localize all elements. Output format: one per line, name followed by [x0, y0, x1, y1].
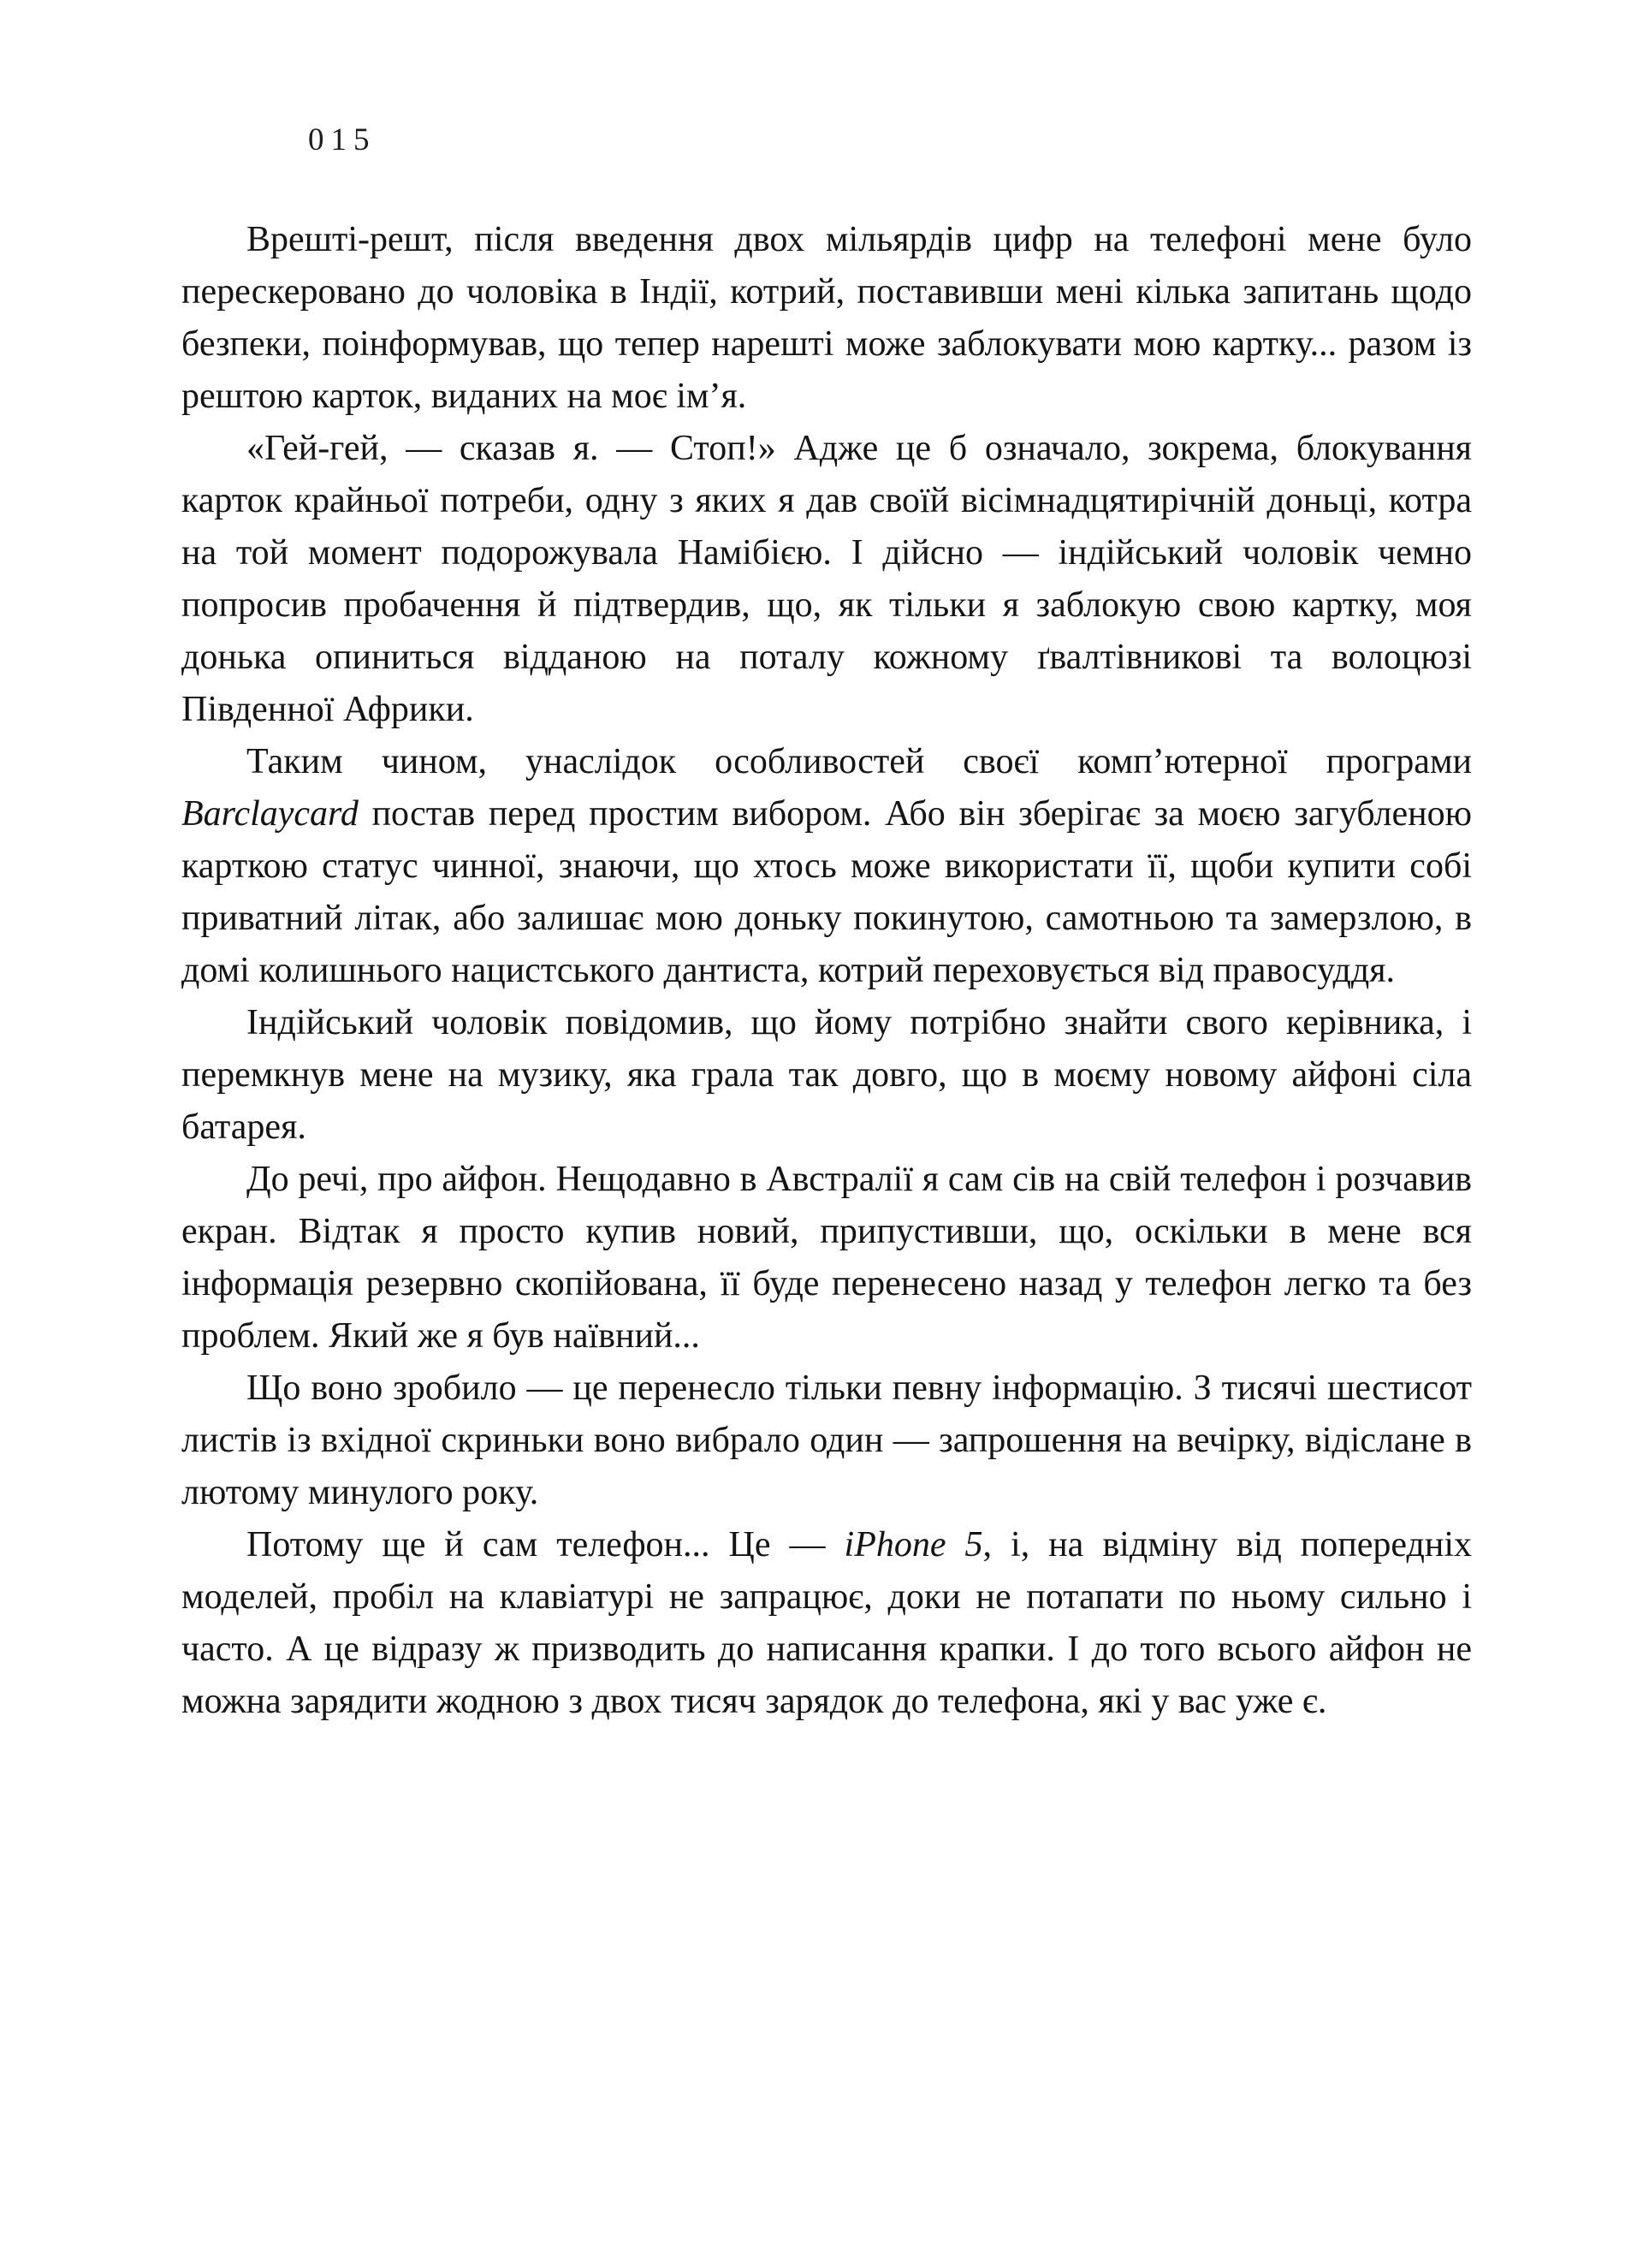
text-run: постав перед простим вибором. Або він зберігає за моєю загубленою карткою статус чинної, знаючи, що хтось може використати її, щоби купити собі приватний літак, або залишає мою доньку покинутою, самотньою та замерзлою, в домі колишнього нацистського дантиста, котрий переховується від правосуддя.	[181, 794, 1472, 990]
text-run: , і, на відміну від попередніх моделей, пробіл на клавіатурі не запрацює, доки не потапати по ньому сильно і часто. А це відразу ж призводить до написання крапки. І до того всього айфон не можна зарядити жодною з двох тисяч зарядок до телефона, які у вас уже є.	[181, 1525, 1473, 1721]
paragraph	[181, 1363, 1472, 1519]
italic-text-run: iPhone 5	[844, 1525, 983, 1564]
text-block	[181, 214, 1472, 1728]
paragraph	[181, 736, 1472, 997]
text-run: Врешті-решт, після введення двох мільярдів цифр на телефоні мене було перескеровано до чоловіка в Індії, котрий, поставивши мені кілька запитань щодо безпеки, поінформував, що тепер нарешті може заблокувати мою картку... разом із рештою карток, виданих на моє ім’я.	[181, 220, 1472, 416]
paragraph	[181, 1519, 1472, 1728]
page-number: 015	[308, 122, 377, 157]
italic-text-run: Barclaycard	[181, 794, 359, 834]
text-run: До речі, про айфон. Нещодавно в Австралії я сам сів на свій телефон і розчавив екран. Відтак я просто купив новий, припустивши, що, оскільки в мене вся інформація резервно скопійована, її буде перенесено назад у телефон легко та без проблем. Який же я був наївний...	[181, 1160, 1472, 1356]
paragraph	[181, 214, 1472, 423]
paragraph	[181, 423, 1472, 736]
paragraph	[181, 997, 1472, 1154]
text-run: Що воно зробило — це перенесло тільки певну інформацію. З тисячі шестисот листів із вхідної скриньки воно вибрало один — запрошення на вечірку, відіслане в лютому минулого року.	[181, 1369, 1472, 1512]
text-run: «Гей-гей, — сказав я. — Стоп!» Адже це б означало, зокрема, блокування карток крайньої потреби, одну з яких я дав своїй вісімнадцятирічній доньці, котра на той момент подорожувала Намібією. І дійсно — індійський чоловік чемно попросив пробачення й підтвердив, що, як тільки я заблокую свою картку, моя донька опиниться відданою на поталу кожному ґвалтівникові та волоцюзі Південної Африки.	[181, 429, 1472, 729]
paragraph	[181, 1154, 1472, 1363]
text-run: Індійський чоловік повідомив, що йому потрібно знайти свого керівника, і перемкнув мене на музику, яка грала так довго, що в моєму новому айфоні сіла батарея.	[181, 1003, 1472, 1147]
text-run: Таким чином, унаслідок особливостей своєї комп’ютерної програми	[246, 742, 1472, 781]
text-run: Потому ще й сам телефон... Це —	[246, 1525, 845, 1564]
